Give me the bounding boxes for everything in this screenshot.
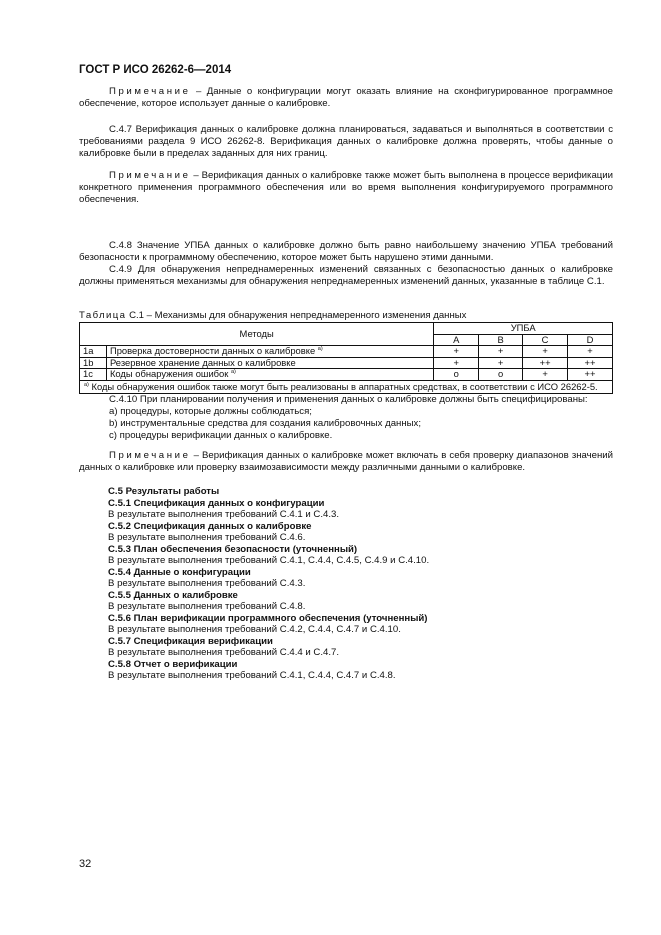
result-title: С.5.7 Спецификация верификации bbox=[108, 635, 273, 647]
result-title: С.5.5 Данных о калибровке bbox=[108, 589, 238, 601]
note-2: Примечание – Верификация данных о калибровке также может быть выполнена в процессе верификации конкретного применения программного обеспечения или во время выполнения конфигурируемого программного обеспечения. bbox=[79, 170, 613, 206]
table-footnote: $^{a)}$ Коды обнаружения ошибок также могут быть реализованы в аппаратных средствах, в соответствии с ИСО 26262-5. bbox=[80, 380, 613, 394]
clause-c47: С.4.7 Верификация данных о калибровке должна планироваться, задаваться и выполняться в соответствии с требованиями раздела 9 ИСО 26262-8. Верификация данных о калибровке должна проверять, чтобы данные о калибровке были в пределах заданных для них границ. bbox=[79, 124, 613, 160]
result-text: В результате выполнения требований С.4.6. bbox=[108, 532, 306, 543]
result-title: С.5.4 Данные о конфигурации bbox=[108, 566, 251, 578]
result-text: В результате выполнения требований С.4.4 и С.4.7. bbox=[108, 647, 340, 658]
result-text: В результате выполнения требований С.4.8. bbox=[108, 601, 306, 612]
page-header: ГОСТ Р ИСО 26262-6—2014 bbox=[79, 64, 232, 76]
table-row: 1c Коды обнаружения ошибок $^{a)}$ o o + ++ bbox=[80, 369, 613, 381]
result-title: С.5.2 Спецификация данных о калибровке bbox=[108, 520, 312, 532]
list-item: b) инструментальные средства для создания калибровочных данных; bbox=[109, 418, 421, 430]
result-title: С.5.1 Спецификация данных о конфигурации bbox=[108, 497, 325, 509]
note-1: Примечание – Данные о конфигурации могут оказать влияние на сконфигурированное программное обеспечение, которое использует данные о калибровке. bbox=[79, 86, 613, 110]
asil-level: A bbox=[434, 334, 479, 346]
methods-header: Методы bbox=[80, 323, 434, 346]
result-title: С.5.6 План верификации программного обеспечения (уточненный) bbox=[108, 612, 428, 624]
asil-header: УПБА bbox=[434, 323, 613, 335]
clause-c48: С.4.8 Значение УПБА данных о калибровке должно быть равно наибольшему значению УПБА требований безопасности к программному обеспечению, которое может быть нарушено этими данными. bbox=[79, 240, 613, 264]
asil-level: B bbox=[479, 334, 523, 346]
result-title: С.5.3 План обеспечения безопасности (уточненный) bbox=[108, 543, 358, 555]
result-text: В результате выполнения требований С.4.1, С.4.4, С.4.5, С.4.9 и С.4.10. bbox=[108, 555, 430, 566]
list-item: c) процедуры верификации данных о калибровке. bbox=[109, 430, 333, 442]
asil-level: D bbox=[568, 334, 613, 346]
section-heading: С.5 Результаты работы bbox=[108, 486, 220, 497]
note-label: Примечание bbox=[109, 450, 191, 461]
page-number: 32 bbox=[79, 858, 92, 870]
note-label: Примечание bbox=[109, 170, 191, 181]
result-text: В результате выполнения требований С.4.1 и С.4.3. bbox=[108, 509, 340, 520]
list-item: a) процедуры, которые должны соблюдаться; bbox=[109, 406, 312, 418]
note-label: Примечание bbox=[109, 86, 191, 97]
result-text: В результате выполнения требований С.4.2, С.4.4, С.4.7 и С.4.10. bbox=[108, 624, 401, 635]
result-text: В результате выполнения требований С.4.1, С.4.4, С.4.7 и С.4.8. bbox=[108, 670, 396, 681]
table-row: 1b Резервное хранение данных о калибровке + + ++ ++ bbox=[80, 357, 613, 369]
clause-c410: С.4.10 При планировании получения и применения данных о калибровке должны быть специфицированы: a) процедуры, которые должны соблюдаться; b) инструментальные средства для создания калибровочных данных; c) процедуры верификации данных о калибровке. bbox=[79, 394, 613, 442]
table-caption: Таблица С.1 – Механизмы для обнаружения непреднамеренного изменения данных bbox=[79, 310, 467, 321]
result-text: В результате выполнения требований С.4.3. bbox=[108, 578, 306, 589]
table-row: 1a Проверка достоверности данных о калибровке $^{a)}$ + + + + bbox=[80, 346, 613, 358]
result-title: С.5.8 Отчет о верификации bbox=[108, 658, 238, 670]
mechanisms-table bbox=[79, 322, 613, 394]
note-3: Примечание – Верификация данных о калибровке может включать в себя проверку диапазонов значений данных о калибровке или проверку взаимозависимости между различными данными о калибровке. bbox=[79, 450, 613, 474]
results-section bbox=[108, 486, 429, 682]
clause-c49: С.4.9 Для обнаружения непреднамеренных изменений связанных с безопасностью данных о калибровке должны применяться механизмы для обнаружения непреднамеренных изменений данных, указанные в таблице С.1. bbox=[79, 264, 613, 288]
asil-level: C bbox=[523, 334, 568, 346]
